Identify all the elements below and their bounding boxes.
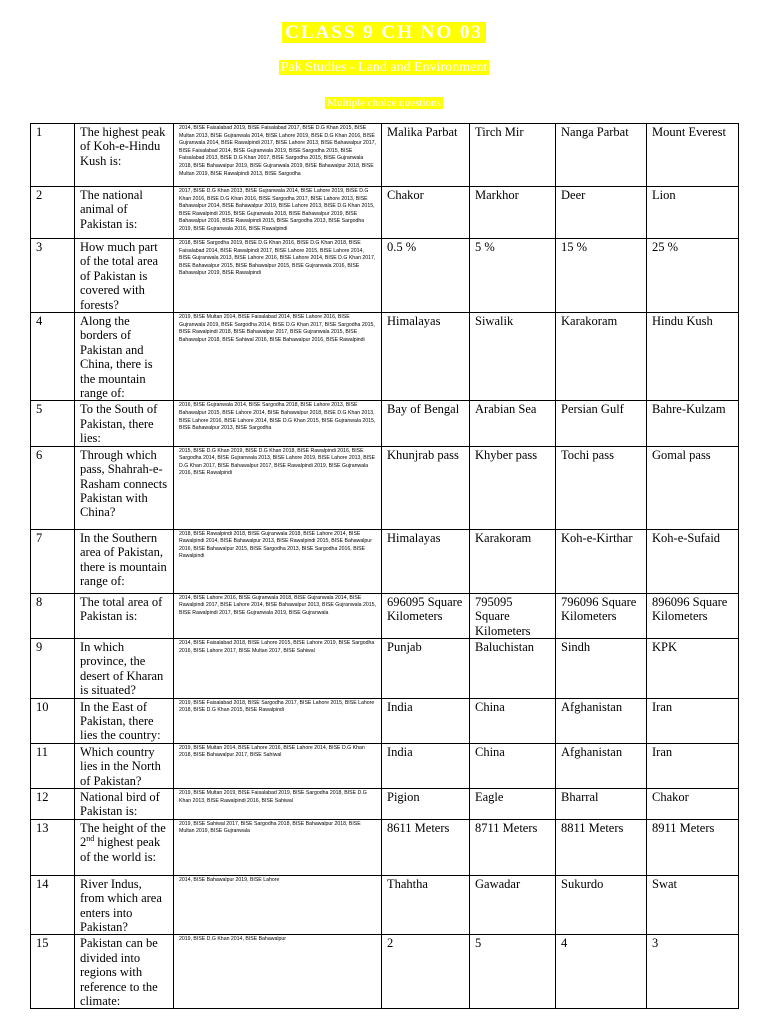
mcq-table	[30, 123, 739, 1009]
answer-option-c: Sindh	[556, 638, 647, 698]
subtitle-highlight: Pak Studies - Land and Environment	[280, 60, 488, 75]
answer-option-b: Khyber pass	[470, 446, 556, 529]
answer-option-c: 796096 Square Kilometers	[556, 593, 647, 638]
past-paper-references: 2014, BISE Faisalabad 2019, BISE Faisalabad 2017, BISE D.G Khan 2015, BISE Multan 2013, BISE Gujranwala 2014, BISE Lahore 2019, BISE D.G Khan 2016, BISE Gujranwala 2014, BISE Rawalpindi 2017, BISE Lahore 2013, BISE Bahawalpur 2017, BISE Faisalabad 2014, BISE Gujranwala 2019, BISE Sargodha 2015, BISE Faisalabad 2013, BISE D.G Khan 2017, BISE Sargodha 2015, BISE Gujranwala 2018, BISE Bahawalpur 2019, BISE Gujranwala 2019, BISE Bahawalpur 2018, BISE Multan 2019, BISE Rawalpindi 2013, BISE Sargodha	[174, 124, 382, 187]
answer-option-a: Pigion	[382, 788, 470, 819]
answer-option-b: 5	[470, 935, 556, 1009]
question-text: Along the borders of Pakistan and China, there is the mountain range of:	[75, 313, 174, 401]
question-number: 1	[31, 124, 75, 187]
answer-option-d: Lion	[647, 187, 739, 239]
question-row	[31, 446, 739, 529]
answer-option-b: Eagle	[470, 788, 556, 819]
answer-option-c: Persian Gulf	[556, 401, 647, 446]
answer-option-b: Markhor	[470, 187, 556, 239]
past-paper-references: 2014, BISE Bahawalpur 2019, BISE Lahore	[174, 875, 382, 935]
ordinal-suffix: nd	[86, 834, 95, 844]
answer-option-d: KPK	[647, 638, 739, 698]
answer-option-b: China	[470, 698, 556, 743]
question-row	[31, 187, 739, 239]
answer-option-a: Punjab	[382, 638, 470, 698]
question-row	[31, 313, 739, 401]
answer-option-d: Swat	[647, 875, 739, 935]
answer-option-d: 896096 Square Kilometers	[647, 593, 739, 638]
answer-option-c: Afghanistan	[556, 743, 647, 788]
answer-option-a: Bay of Bengal	[382, 401, 470, 446]
question-text: The total area of Pakistan is:	[75, 593, 174, 638]
question-row	[31, 239, 739, 313]
question-text: The highest peak of Koh-e-Hindu Kush is:	[75, 124, 174, 187]
document-subtitle	[0, 58, 768, 76]
question-text: In which province, the desert of Kharan is situated?	[75, 638, 174, 698]
answer-option-a: 0.5 %	[382, 239, 470, 313]
question-text: In the Southern area of Pakistan, there is mountain range of:	[75, 529, 174, 593]
answer-option-c: 15 %	[556, 239, 647, 313]
past-paper-references: 2019, BISE Sahiwal 2017, BISE Sargodha 2018, BISE Bahawalpur 2018, BISE Multan 2019, BISE Gujranwala	[174, 819, 382, 875]
question-row	[31, 124, 739, 187]
question-number: 7	[31, 529, 75, 593]
answer-option-c: Koh-e-Kirthar	[556, 529, 647, 593]
question-text: The national animal of Pakistan is:	[75, 187, 174, 239]
answer-option-c: 8811 Meters	[556, 819, 647, 875]
answer-option-b: 8711 Meters	[470, 819, 556, 875]
answer-option-d: 8911 Meters	[647, 819, 739, 875]
answer-option-d: Iran	[647, 743, 739, 788]
question-number: 8	[31, 593, 75, 638]
answer-option-b: Gawadar	[470, 875, 556, 935]
answer-option-c: Bharral	[556, 788, 647, 819]
answer-option-d: 3	[647, 935, 739, 1009]
question-text: How much part of the total area of Pakistan is covered with forests?	[75, 239, 174, 313]
document-title	[0, 22, 768, 44]
answer-option-b: China	[470, 743, 556, 788]
question-row	[31, 743, 739, 788]
answer-option-a: Himalayas	[382, 313, 470, 401]
answer-option-a: Himalayas	[382, 529, 470, 593]
answer-option-a: Malika Parbat	[382, 124, 470, 187]
answer-option-b: 5 %	[470, 239, 556, 313]
past-paper-references: 2018, BISE Sargodha 2019, BISE D.G Khan 2016, BISE D.G Khan 2018, BISE Faisalabad 2014, BISE Rawalpindi 2017, BISE Lahore 2015, BISE Lahore 2014, BISE Gujranwala 2013, BISE Lahore 2016, BISE Lahore 2014, BISE D.G Khan 2017, BISE Bahawalpur 2015, BISE Bahawalpur 2015, BISE Gujranwala 2016, BISE Bahawalpur 2019, BISE Rawalpindi	[174, 239, 382, 313]
question-number: 5	[31, 401, 75, 446]
question-text: National bird of Pakistan is:	[75, 788, 174, 819]
question-row	[31, 401, 739, 446]
answer-option-b: Baluchistan	[470, 638, 556, 698]
answer-option-a: India	[382, 698, 470, 743]
question-text-part: The height of the 2	[80, 820, 166, 850]
answer-option-b: Siwalik	[470, 313, 556, 401]
question-number: 9	[31, 638, 75, 698]
answer-option-c: Karakoram	[556, 313, 647, 401]
answer-option-d: 25 %	[647, 239, 739, 313]
question-number: 12	[31, 788, 75, 819]
answer-option-a: Khunjrab pass	[382, 446, 470, 529]
past-paper-references: 2014, BISE Lahore 2016, BISE Gujranwala 2018, BISE Gujranwala 2014, BISE Rawalpindi 2017, BISE Lahore 2014, BISE Bahawalpur 2013, BISE Gujranwala 2015, BISE Rawalpindi 2017, BISE Gujranwala 2019, BISE Gujranwala	[174, 593, 382, 638]
question-number: 14	[31, 875, 75, 935]
question-row	[31, 935, 739, 1009]
question-row	[31, 819, 739, 875]
answer-option-c: Tochi pass	[556, 446, 647, 529]
question-text-part: highest peak of the world is:	[80, 835, 161, 864]
past-paper-references: 2017, BISE D.G Khan 2013, BISE Gujranwala 2014, BISE Lahore 2019, BISE D.G Khan 2016, BISE D.G Khan 2016, BISE Sargodha 2017, BISE Lahore 2013, BISE Bahawalpur 2014, BISE Bahawalpur 2019, BISE Lahore 2013, BISE D.G Khan 2015, BISE Rawalpindi 2015, BISE Gujranwala 2018, BISE Bahawalpur 2019, BISE Bahawalpur 2016, BISE Rawalpindi 2015, BISE Sargodha 2013, BISE Sargodha 2019, BISE Gujranwala 2016, BISE Rawalpindi	[174, 187, 382, 239]
question-number: 15	[31, 935, 75, 1009]
question-row	[31, 593, 739, 638]
answer-option-b: Arabian Sea	[470, 401, 556, 446]
question-text: Pakistan can be divided into regions with reference to the climate:	[75, 935, 174, 1009]
question-text: To the South of Pakistan, there lies:	[75, 401, 174, 446]
question-text: River Indus, from which area enters into Pakistan?	[75, 875, 174, 935]
answer-option-a: Thahtha	[382, 875, 470, 935]
answer-option-d: Chakor	[647, 788, 739, 819]
past-paper-references: 2016, BISE Gujranwala 2014, BISE Sargodha 2018, BISE Lahore 2013, BISE Bahawalpur 2015, BISE Lahore 2014, BISE Bahawalpur 2018, BISE D.G Khan 2013, BISE Lahore 2016, BISE Lahore 2014, BISE D.G Khan 2015, BISE Gujranwala 2015, BISE Bahawalpur 2013, BISE Sargodha	[174, 401, 382, 446]
question-row	[31, 788, 739, 819]
question-text: Which country lies in the North of Pakistan?	[75, 743, 174, 788]
answer-option-c: Afghanistan	[556, 698, 647, 743]
question-row	[31, 638, 739, 698]
question-number: 13	[31, 819, 75, 875]
question-text: In the East of Pakistan, there lies the country:	[75, 698, 174, 743]
question-number: 4	[31, 313, 75, 401]
past-paper-references: 2019, BISE Multan 2014, BISE Lahore 2016, BISE Lahore 2014, BISE D.G Khan 2018, BISE Bahawalpur 2017, BISE Sahiwal	[174, 743, 382, 788]
question-row	[31, 875, 739, 935]
answer-option-d: Bahre-Kulzam	[647, 401, 739, 446]
answer-option-c: Deer	[556, 187, 647, 239]
answer-option-a: 2	[382, 935, 470, 1009]
answer-option-b: Tirch Mir	[470, 124, 556, 187]
past-paper-references: 2015, BISE D.G Khan 2019, BISE D.G Khan 2018, BISE Rawalpindi 2016, BISE Sargodha 2014, BISE Gujranwala 2013, BISE Lahore 2019, BISE Lahore 2013, BISE D.G Khan 2017, BISE Bahawalpur 2017, BISE Rawalpindi 2019, BISE Gujranwala 2016, BISE Rawalpindi	[174, 446, 382, 529]
answer-option-a: 8611 Meters	[382, 819, 470, 875]
past-paper-references: 2014, BISE Faisalabad 2018, BISE Lahore 2015, BISE Lahore 2019, BISE Sargodha 2016, BISE Lahore 2017, BISE Multan 2017, BISE Sahiwal	[174, 638, 382, 698]
question-number: 6	[31, 446, 75, 529]
question-number: 3	[31, 239, 75, 313]
answer-option-d: Gomal pass	[647, 446, 739, 529]
answer-option-a: 696095 Square Kilometers	[382, 593, 470, 638]
past-paper-references: 2019, BISE Multan 2019, BISE Faisalabad 2019, BISE Sargodha 2018, BISE D.G Khan 2013, BISE Rawalpindi 2016, BISE Sahiwal	[174, 788, 382, 819]
answer-option-d: Iran	[647, 698, 739, 743]
past-paper-references: 2019, BISE Multan 2014, BISE Faisalabad 2014, BISE Lahore 2016, BISE Gujranwala 2019, BISE Sargodha 2014, BISE D.G Khan 2017, BISE Sargodha 2015, BISE Rawalpindi 2018, BISE Bahawalpur 2017, BISE Gujranwala 2015, BISE Bahawalpur 2018, BISE Sahiwal 2016, BISE Bahawalpur 2016, BISE Rawalpindi	[174, 313, 382, 401]
question-number: 11	[31, 743, 75, 788]
answer-option-b: 795095 Square Kilometers	[470, 593, 556, 638]
question-number: 10	[31, 698, 75, 743]
past-paper-references: 2019, BISE D.G Khan 2014, BISE Bahawalpur	[174, 935, 382, 1009]
answer-option-d: Koh-e-Sufaid	[647, 529, 739, 593]
answer-option-a: India	[382, 743, 470, 788]
answer-option-d: Hindu Kush	[647, 313, 739, 401]
mcq-table-body	[31, 124, 739, 1009]
section-highlight: Multiple choice questions	[327, 97, 441, 109]
answer-option-c: Sukurdo	[556, 875, 647, 935]
question-number: 2	[31, 187, 75, 239]
past-paper-references: 2019, BISE Faisalabad 2018, BISE Sargodha 2017, BISE Lahore 2015, BISE Lahore 2018, BISE D.G Khan 2015, BISE Rawalpindi	[174, 698, 382, 743]
section-heading	[0, 93, 768, 111]
answer-option-d: Mount Everest	[647, 124, 739, 187]
answer-option-b: Karakoram	[470, 529, 556, 593]
answer-option-a: Chakor	[382, 187, 470, 239]
answer-option-c: 4	[556, 935, 647, 1009]
question-text: Through which pass, Shahrah-e-Rasham connects Pakistan with China?	[75, 446, 174, 529]
question-row	[31, 529, 739, 593]
past-paper-references: 2018, BISE Rawalpindi 2018, BISE Gujranwala 2018, BISE Lahore 2014, BISE Rawalpindi 2014, BISE Bahawalpur 2013, BISE Rawalpindi 2015, BISE Bahawalpur 2016, BISE Bahawalpur 2015, BISE Sargodha 2013, BISE Sargodha 2016, BISE Rawalpindi	[174, 529, 382, 593]
title-highlight: CLASS 9 CH NO 03	[282, 22, 486, 43]
question-row	[31, 698, 739, 743]
question-text	[75, 819, 174, 875]
answer-option-c: Nanga Parbat	[556, 124, 647, 187]
